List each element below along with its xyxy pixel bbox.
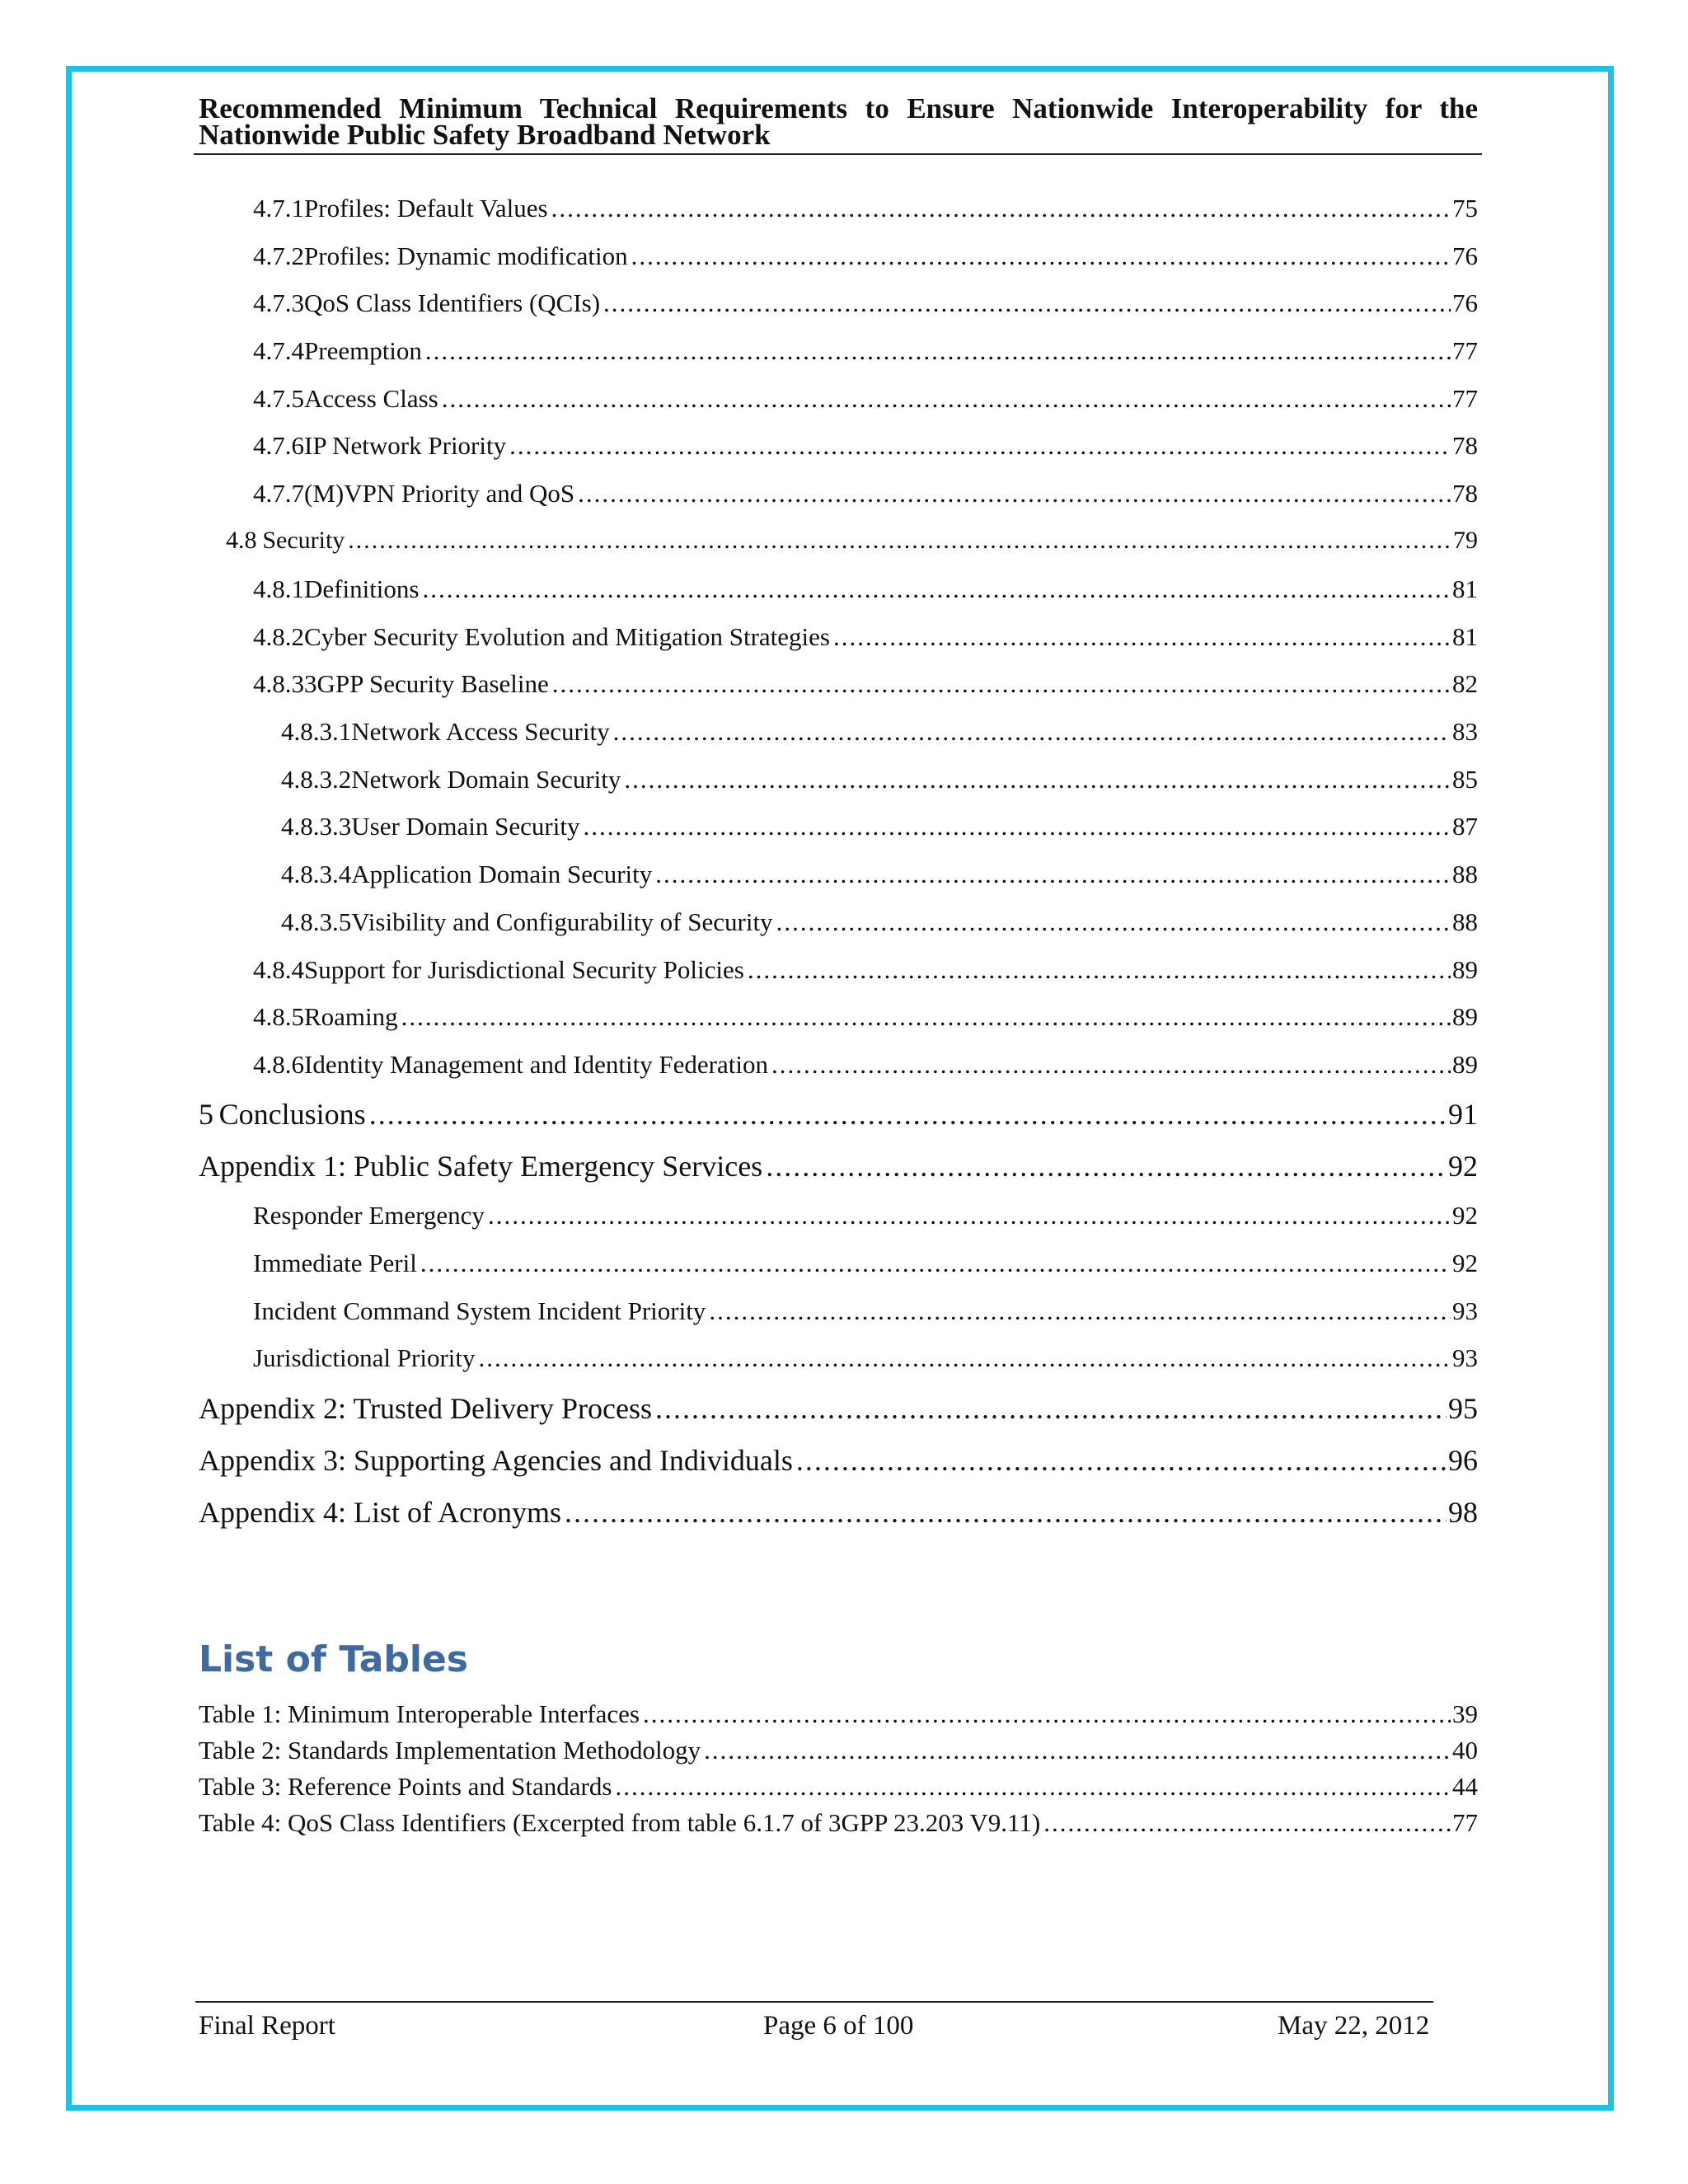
toc-entry-page: 83 xyxy=(1452,717,1478,746)
toc-leader-dots xyxy=(704,1736,1451,1765)
toc-entry[interactable] xyxy=(253,574,1478,604)
toc-entry[interactable] xyxy=(253,1249,1478,1278)
toc-entry-number: 4.8.2 xyxy=(253,622,304,651)
toc-entry-title: Conclusions xyxy=(218,1098,366,1131)
toc-leader-dots xyxy=(425,336,1451,366)
toc-entry-page: 88 xyxy=(1452,907,1478,936)
toc-entry-number: 4.8.5 xyxy=(253,1002,304,1031)
toc-leader-dots xyxy=(748,955,1451,985)
table-list-entry[interactable] xyxy=(199,1808,1478,1838)
toc-leader-dots xyxy=(603,288,1451,318)
toc-entry-number: 5 xyxy=(199,1098,213,1131)
toc-entry-number: 4.8.3.1 xyxy=(281,717,352,746)
toc-entry[interactable] xyxy=(253,669,1478,699)
toc-entry-title: Profiles: Dynamic modification xyxy=(304,241,628,270)
toc-entry-title: 3GPP Security Baseline xyxy=(304,669,549,698)
toc-entry-page: 76 xyxy=(1452,241,1478,270)
toc-leader-dots xyxy=(624,765,1451,794)
table-list-entry[interactable] xyxy=(199,1736,1478,1765)
toc-entry[interactable] xyxy=(281,717,1478,747)
table-entry-title: Table 3: Reference Points and Standards xyxy=(199,1772,612,1801)
toc-entry[interactable] xyxy=(253,288,1478,318)
toc-entry-number: 4.7.3 xyxy=(253,288,304,317)
toc-entry[interactable] xyxy=(253,955,1478,985)
toc-leader-dots xyxy=(420,1249,1451,1278)
toc-entry-number: 4.7.6 xyxy=(253,431,304,460)
toc-entry-title: Identity Management and Identity Federation xyxy=(304,1050,768,1079)
toc-entry-number: 4.8.4 xyxy=(253,955,304,984)
table-entry-title: Table 2: Standards Implementation Methodology xyxy=(199,1736,701,1765)
toc-entry-page: 88 xyxy=(1452,860,1478,888)
toc-leader-dots xyxy=(479,1343,1451,1373)
toc-entry-page: 82 xyxy=(1452,669,1478,698)
toc-entry-page: 91 xyxy=(1448,1098,1478,1131)
toc-entry[interactable] xyxy=(253,1343,1478,1373)
toc-entry-page: 87 xyxy=(1452,812,1478,841)
toc-entry-page: 77 xyxy=(1452,384,1478,413)
toc-leader-dots xyxy=(509,431,1451,461)
toc-leader-dots xyxy=(631,241,1451,271)
toc-leader-dots xyxy=(771,1050,1451,1080)
toc-entry-title: Cyber Security Evolution and Mitigation Strategies xyxy=(304,622,830,651)
toc-entry-title: Preemption xyxy=(304,336,422,365)
page-border xyxy=(66,66,1614,2111)
table-entry-page: 44 xyxy=(1452,1772,1478,1801)
table-entry-page: 39 xyxy=(1452,1699,1478,1728)
toc-leader-dots xyxy=(565,1495,1447,1530)
footer-page-number: Page 6 of 100 xyxy=(763,2011,914,2041)
toc-entry-page: 93 xyxy=(1452,1296,1478,1325)
list-of-tables-heading: List of Tables xyxy=(199,1638,468,1680)
toc-entry-page: 93 xyxy=(1452,1343,1478,1372)
toc-entry-title: (M)VPN Priority and QoS xyxy=(304,479,575,508)
toc-entry-page: 81 xyxy=(1452,574,1478,603)
toc-leader-dots xyxy=(583,812,1451,841)
toc-entry-page: 81 xyxy=(1452,622,1478,651)
toc-entry-title: Application Domain Security xyxy=(351,860,653,888)
toc-entry-number: 4.8.1 xyxy=(253,574,304,603)
toc-entry-number: 4.8 xyxy=(226,527,257,554)
footer-date: May 22, 2012 xyxy=(1278,2011,1430,2041)
toc-entry[interactable] xyxy=(253,622,1478,652)
table-list-entry[interactable] xyxy=(199,1699,1478,1729)
toc-leader-dots xyxy=(551,194,1451,223)
toc-entry[interactable] xyxy=(199,1149,1478,1183)
toc-entry-title: Incident Command System Incident Priority xyxy=(253,1296,706,1325)
toc-entry-title: Definitions xyxy=(304,574,420,603)
toc-entry[interactable] xyxy=(253,1002,1478,1032)
toc-leader-dots xyxy=(709,1296,1451,1326)
toc-entry[interactable] xyxy=(199,1495,1478,1530)
toc-entry[interactable] xyxy=(253,1050,1478,1080)
toc-entry-title: Appendix 1: Public Safety Emergency Services xyxy=(199,1150,763,1183)
footer-divider xyxy=(195,2001,1433,2003)
toc-entry-number: 4.8.3.3 xyxy=(281,812,352,841)
toc-entry-page: 75 xyxy=(1452,194,1478,223)
toc-entry[interactable] xyxy=(281,860,1478,889)
header-divider xyxy=(194,153,1482,155)
toc-leader-dots xyxy=(615,1772,1451,1802)
toc-entry-number: 4.8.3.2 xyxy=(281,765,352,794)
toc-entry[interactable] xyxy=(253,1296,1478,1326)
table-entry-page: 40 xyxy=(1452,1736,1478,1765)
toc-entry[interactable] xyxy=(199,1443,1478,1478)
toc-entry-page: 89 xyxy=(1452,1002,1478,1031)
toc-leader-dots xyxy=(401,1002,1451,1032)
toc-entry-page: 77 xyxy=(1452,336,1478,365)
toc-leader-dots xyxy=(369,1097,1447,1132)
toc-entry-page: 98 xyxy=(1448,1496,1478,1529)
toc-entry-title: Network Domain Security xyxy=(351,765,621,794)
toc-entry-title: Profiles: Default Values xyxy=(304,194,548,223)
toc-entry-page: 76 xyxy=(1452,288,1478,317)
toc-entry-page: 89 xyxy=(1452,1050,1478,1079)
toc-entry[interactable] xyxy=(253,241,1478,271)
toc-entry-title: Security xyxy=(262,527,345,554)
toc-leader-dots xyxy=(552,669,1451,699)
toc-entry-number: 4.8.6 xyxy=(253,1050,304,1079)
toc-entry-page: 78 xyxy=(1452,431,1478,460)
table-entry-title: Table 4: QoS Class Identifiers (Excerpted from table 6.1.7 of 3GPP 23.203 V9.11) xyxy=(199,1808,1041,1837)
table-list-entry[interactable] xyxy=(199,1772,1478,1802)
toc-entry-title: Jurisdictional Priority xyxy=(253,1343,476,1372)
toc-leader-dots xyxy=(1043,1808,1451,1838)
toc-entry[interactable] xyxy=(199,1097,1478,1132)
toc-entry-title: Appendix 3: Supporting Agencies and Individuals xyxy=(199,1444,793,1477)
toc-leader-dots xyxy=(348,527,1451,555)
toc-entry-title: Access Class xyxy=(304,384,438,413)
toc-entry[interactable] xyxy=(281,812,1478,841)
toc-entry-title: Responder Emergency xyxy=(253,1201,485,1230)
toc-entry-title: QoS Class Identifiers (QCIs) xyxy=(304,288,601,317)
toc-leader-dots xyxy=(796,1443,1447,1478)
toc-entry-page: 89 xyxy=(1452,955,1478,984)
document-header-title: Recommended Minimum Technical Requirements to Ensure Nationwide Interoperability for the Nationwide Public Safety Broadband Network xyxy=(199,92,1478,151)
toc-entry-number: 4.7.2 xyxy=(253,241,304,270)
toc-entry-page: 92 xyxy=(1452,1249,1478,1277)
toc-entry[interactable] xyxy=(199,1391,1478,1426)
toc-entry[interactable] xyxy=(226,527,1478,555)
toc-leader-dots xyxy=(655,1391,1447,1426)
footer-left: Final Report xyxy=(199,2011,335,2041)
toc-entry-title: Appendix 2: Trusted Delivery Process xyxy=(199,1392,652,1425)
toc-entry[interactable] xyxy=(281,907,1478,937)
toc-leader-dots xyxy=(833,622,1451,652)
toc-entry[interactable] xyxy=(253,479,1478,509)
toc-entry-number: 4.7.5 xyxy=(253,384,304,413)
toc-leader-dots xyxy=(488,1201,1451,1230)
toc-leader-dots xyxy=(578,479,1451,509)
toc-entry-page: 78 xyxy=(1452,479,1478,508)
toc-entry-number: 4.8.3 xyxy=(253,669,304,698)
toc-entry[interactable] xyxy=(253,194,1478,223)
toc-leader-dots xyxy=(423,574,1451,604)
toc-entry-number: 4.7.4 xyxy=(253,336,304,365)
toc-entry-page: 79 xyxy=(1453,527,1478,554)
toc-entry-title: Appendix 4: List of Acronyms xyxy=(199,1496,561,1529)
toc-leader-dots xyxy=(613,717,1451,747)
toc-entry-title: IP Network Priority xyxy=(304,431,507,460)
toc-entry-title: User Domain Security xyxy=(351,812,580,841)
toc-entry-title: Visibility and Configurability of Security xyxy=(351,907,773,936)
toc-leader-dots xyxy=(655,860,1451,889)
toc-entry-title: Network Access Security xyxy=(351,717,610,746)
toc-entry-page: 95 xyxy=(1448,1392,1478,1425)
toc-entry-page: 85 xyxy=(1452,765,1478,794)
toc-entry-page: 96 xyxy=(1448,1444,1478,1477)
table-entry-title: Table 1: Minimum Interoperable Interfaces xyxy=(199,1699,640,1728)
toc-entry[interactable] xyxy=(253,384,1478,414)
toc-entry[interactable] xyxy=(253,336,1478,366)
toc-entry-title: Roaming xyxy=(304,1002,398,1031)
toc-entry-title: Immediate Peril xyxy=(253,1249,417,1277)
toc-entry-title: Support for Jurisdictional Security Policies xyxy=(304,955,744,984)
toc-leader-dots xyxy=(442,384,1451,414)
toc-entry-number: 4.8.3.4 xyxy=(281,860,352,888)
toc-entry[interactable] xyxy=(281,765,1478,794)
toc-entry-number: 4.8.3.5 xyxy=(281,907,352,936)
toc-entry[interactable] xyxy=(253,431,1478,461)
toc-leader-dots xyxy=(776,907,1451,937)
toc-entry-number: 4.7.1 xyxy=(253,194,304,223)
table-entry-page: 77 xyxy=(1452,1808,1478,1837)
toc-entry-page: 92 xyxy=(1448,1150,1478,1183)
toc-entry-page: 92 xyxy=(1452,1201,1478,1230)
toc-leader-dots xyxy=(643,1699,1451,1729)
toc-leader-dots xyxy=(766,1149,1447,1183)
toc-entry-number: 4.7.7 xyxy=(253,479,304,508)
toc-entry[interactable] xyxy=(253,1201,1478,1230)
